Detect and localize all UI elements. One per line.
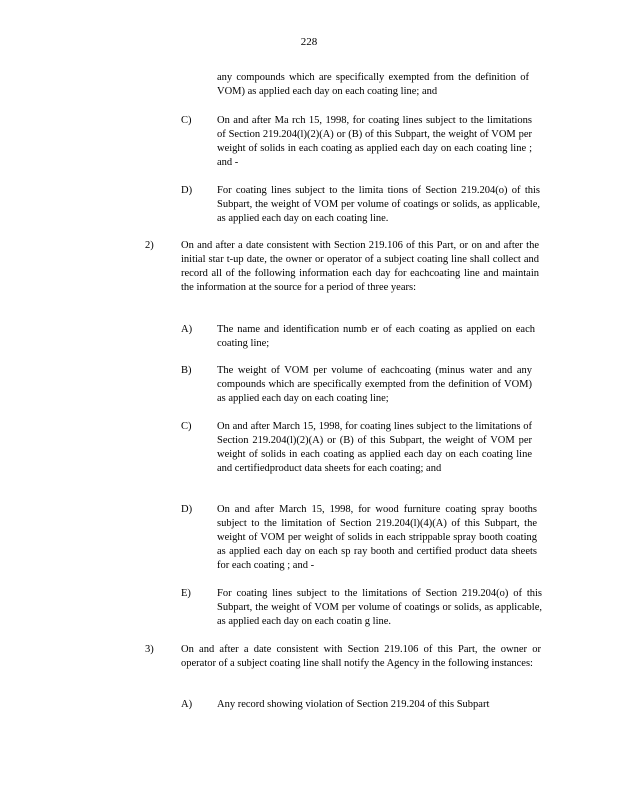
paragraph-text: any compounds which are specifically exempted from the definition of VOM) as applied each day on each coating line; and: [217, 72, 529, 98]
item-text: On and after a date consistent with Section 219.106 of this Part, the owner or operator of a subject coating line shall notify the Agency in the following instances:: [181, 644, 541, 670]
item-text: The name and identification numb er of each coating as applied on each coating line;: [217, 324, 535, 350]
item-label: D): [181, 504, 193, 515]
item-text: On and after Ma rch 15, 1998, for coating lines subject to the limitations of Section 219.204(l)(2)(A) or (B) of this Subpart, the weight of VOM per weight of solids in each coating as applied each day on each coating line ; and -: [217, 115, 532, 169]
item-text: The weight of VOM per volume of eachcoating (minus water and any compounds which are specifically exempted from the definition of VOM) as applied each day on each coating line;: [217, 365, 532, 405]
item-text: Any record showing violation of Section 219.204 of this Subpart: [217, 699, 490, 710]
item-label: 3): [145, 644, 154, 655]
item-text: On and after a date consistent with Section 219.106 of this Part, or on and after the initial star t-up date, the owner or operator of a subject coating line shall collect and record all of the following information each day for eachcoating line and maintain the information at the source for a period of three years:: [181, 240, 539, 294]
item-label: A): [181, 324, 193, 335]
item-label: E): [181, 588, 191, 599]
item-label: 2): [145, 240, 154, 251]
item-text: On and after March 15, 1998, for coating lines subject to the limitations of Section 219.204(l)(2)(A) or (B) of this Subpart, the weight of VOM per weight of solids in each coating as applied each day on each coating line and certifiedproduct data sheets for each coating; and: [217, 421, 532, 475]
item-text: For coating lines subject to the limitations of Section 219.204(o) of this Subpart, the weight of VOM per volume of coatings or solids, as applicable, as applied each day on each coatin g line.: [217, 588, 542, 628]
page-number: 228: [300, 36, 318, 48]
item-label: C): [181, 115, 192, 126]
item-label: D): [181, 185, 193, 196]
item-label: B): [181, 365, 192, 376]
item-label: C): [181, 421, 192, 432]
item-text: For coating lines subject to the limita tions of Section 219.204(o) of this Subpart, the weight of VOM per volume of coatings or solids, as applicable, as applied each day on each coating line.: [217, 185, 540, 225]
item-text: On and after March 15, 1998, for wood furniture coating spray booths subject to the limitation of Section 219.204(l)(4)(A) of this Subpart, the weight of VOM per weight of solids in each strippable spray booth coating as applied each day on each sp ray booth and certified product data sheets for each coating ; and -: [217, 504, 537, 572]
item-label: A): [181, 699, 193, 710]
